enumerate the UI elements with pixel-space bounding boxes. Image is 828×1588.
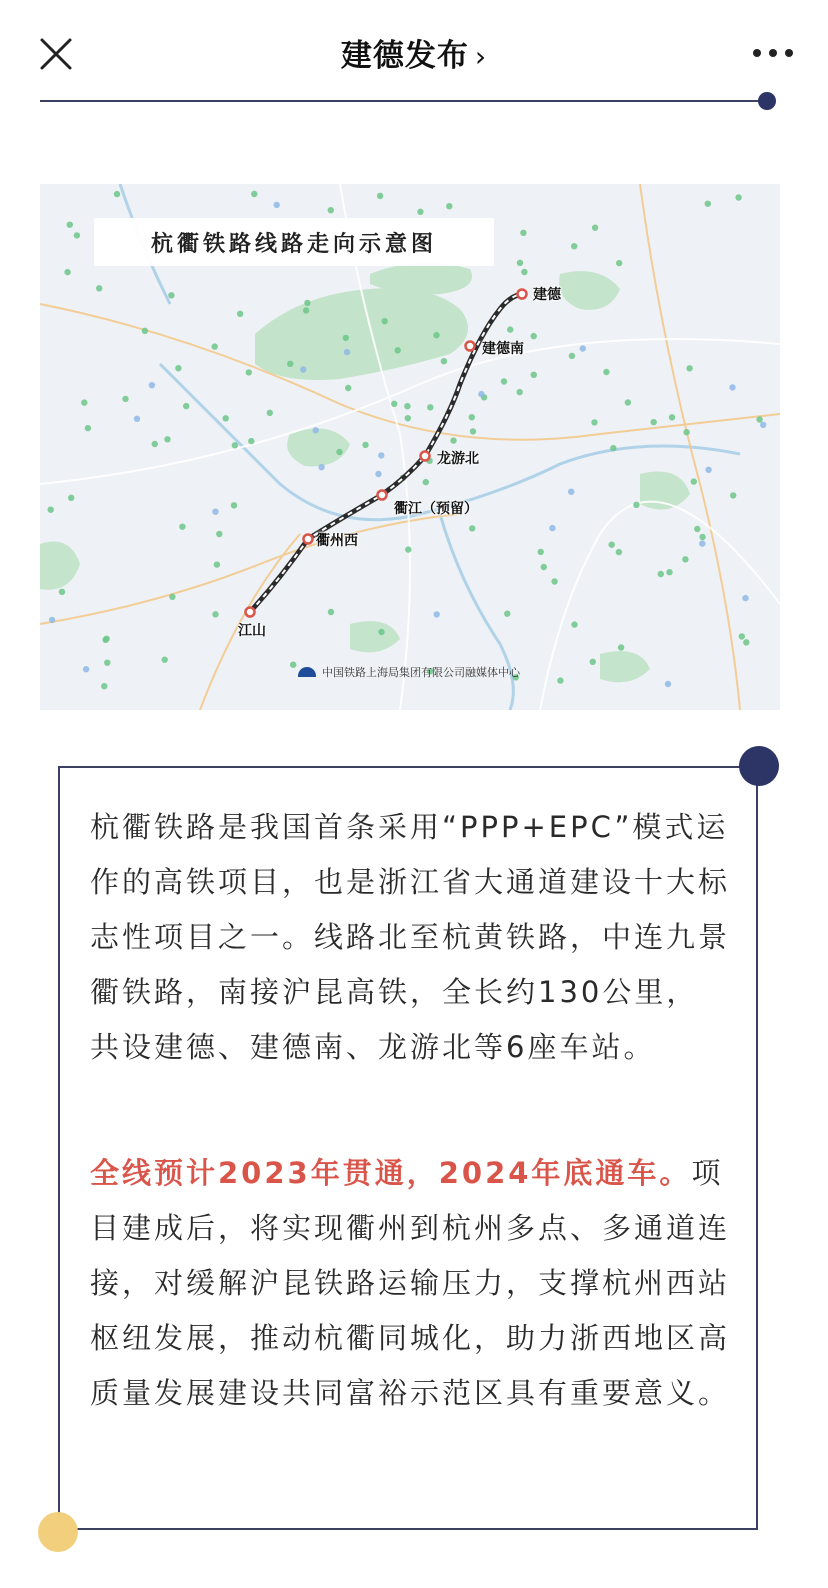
map-poi-marker [739, 633, 745, 639]
map-poi-marker [318, 464, 324, 470]
map-poi-marker [216, 531, 222, 537]
map-poi-marker [149, 382, 155, 388]
map-poi-marker [267, 410, 273, 416]
map-poi-marker [344, 349, 350, 355]
map-poi-marker [756, 416, 762, 422]
more-options-button[interactable] [748, 40, 798, 66]
map-poi-marker [729, 384, 735, 390]
map-poi-marker [183, 403, 189, 409]
map-poi-marker [375, 471, 381, 477]
map-poi-marker [214, 561, 220, 567]
map-poi-marker [377, 193, 383, 199]
map-poi-marker [246, 369, 252, 375]
map-poi-marker [603, 369, 609, 375]
map-poi-marker [231, 502, 237, 508]
map-poi-marker [405, 415, 411, 421]
map-poi-marker [507, 326, 513, 332]
map-poi-marker [114, 191, 120, 197]
map-poi-marker [517, 389, 523, 395]
map-poi-marker [469, 414, 475, 420]
map-poi-marker [223, 415, 229, 421]
station-label-jiangshan: 江山 [238, 623, 266, 639]
map-poi-marker [168, 292, 174, 298]
map-poi-marker [251, 191, 257, 197]
map-poi-marker [59, 589, 65, 595]
map-poi-marker [743, 639, 749, 645]
map-poi-marker [521, 269, 527, 275]
map-poi-marker [304, 300, 310, 306]
map-poi-marker [328, 609, 334, 615]
map-poi-marker [274, 202, 280, 208]
map-poi-marker [610, 445, 616, 451]
map-poi-marker [478, 391, 484, 397]
map-poi-marker [67, 222, 73, 228]
article-paragraph-2 [90, 1146, 730, 1421]
map-poi-marker [686, 365, 692, 371]
map-poi-marker [49, 617, 55, 623]
map-poi-marker [538, 549, 544, 555]
article-paragraph-1: 杭衢铁路是我国首条采用“PPP+EPC”模式运作的高铁项目，也是浙江省大通道建设十大标志性项目之一。线路北至杭黄铁路，中连九景衢铁路，南接沪昆高铁，全长约130公里，共设建德、建德南、龙游北等6座车站。 [90, 810, 731, 1064]
map-poi-marker [633, 502, 639, 508]
map-poi-marker [434, 611, 440, 617]
top-navigation-bar [0, 0, 828, 100]
map-poi-marker [616, 260, 622, 266]
map-poi-marker [122, 396, 128, 402]
map-poi-marker [591, 419, 597, 425]
map-credit-text: 中国铁路上海局集团有限公司融媒体中心 [322, 666, 520, 679]
map-poi-marker [134, 416, 140, 422]
map-poi-marker [64, 269, 70, 275]
map-poi-marker [96, 285, 102, 291]
map-poi-marker [658, 571, 664, 577]
map-poi-marker [705, 467, 711, 473]
map-poi-marker [730, 492, 736, 498]
map-poi-marker [625, 399, 631, 405]
map-poi-marker [102, 637, 108, 643]
map-poi-marker [590, 659, 596, 665]
map-poi-marker [592, 225, 598, 231]
map-poi-marker [699, 540, 705, 546]
map-poi-marker [248, 438, 254, 444]
map-poi-marker [417, 209, 423, 215]
map-poi-marker [580, 345, 586, 351]
map-poi-marker [179, 524, 185, 530]
map-poi-marker [104, 660, 110, 666]
map-credit [298, 664, 520, 680]
map-poi-marker [691, 478, 697, 484]
map-poi-marker [501, 378, 507, 384]
more-horizontal-icon [748, 40, 798, 66]
map-title: 杭衢铁路线路走向示意图 [94, 218, 494, 266]
header-divider [40, 100, 768, 102]
map-poi-marker [551, 578, 557, 584]
map-poi-marker [517, 260, 523, 266]
map-poi-marker [85, 425, 91, 431]
map-poi-marker [470, 428, 476, 434]
map-poi-marker [74, 232, 80, 238]
station-label-jiande: 建德 [533, 287, 561, 303]
map-poi-marker [549, 525, 555, 531]
map-poi-marker [287, 361, 293, 367]
map-poi-marker [531, 372, 537, 378]
map-poi-marker [68, 495, 74, 501]
map-poi-marker [404, 403, 410, 409]
map-poi-marker [504, 611, 510, 617]
map-poi-marker [405, 546, 411, 552]
map-poi-marker [469, 525, 475, 531]
map-poi-marker [169, 594, 175, 600]
map-poi-marker [212, 509, 218, 515]
map-poi-marker [609, 542, 615, 548]
decorative-dot [758, 92, 776, 110]
map-poi-marker [520, 230, 526, 236]
map-poi-marker [669, 414, 675, 420]
article-card [58, 766, 758, 1530]
map-poi-marker [433, 332, 439, 338]
map-poi-marker [101, 683, 107, 689]
map-poi-marker [290, 662, 296, 668]
map-poi-marker [378, 452, 384, 458]
map-poi-marker [212, 343, 218, 349]
map-poi-marker [162, 657, 168, 663]
map-poi-marker [48, 507, 54, 513]
map-poi-marker [742, 595, 748, 601]
map-poi-marker [336, 449, 342, 455]
decorative-dot-gold [38, 1512, 78, 1552]
map-poi-marker [303, 307, 309, 313]
map-poi-marker [557, 677, 563, 683]
map-poi-marker [313, 427, 319, 433]
highlight-text: 全线预计2023年贯通，2024年底通车。 [90, 1156, 692, 1190]
map-poi-marker [569, 353, 575, 359]
map-poi-marker [541, 564, 547, 570]
map-poi-marker [450, 437, 456, 443]
map-poi-marker [571, 243, 577, 249]
map-poi-marker [571, 621, 577, 627]
map-poi-marker [362, 442, 368, 448]
map-poi-marker [343, 335, 349, 341]
chevron-right-icon: › [474, 40, 488, 73]
map-poi-marker [378, 629, 384, 635]
map-poi-marker [81, 399, 87, 405]
map-poi-marker [83, 666, 89, 672]
map-poi-marker [618, 644, 624, 650]
page-title: 建德发布 [340, 38, 469, 74]
map-poi-marker [699, 534, 705, 540]
map-poi-marker [300, 366, 306, 372]
map-poi-marker [616, 549, 622, 555]
station-label-quzhou-west: 衢州西 [316, 533, 358, 549]
route-map-image[interactable] [40, 184, 780, 710]
map-poi-marker [328, 207, 334, 213]
map-poi-marker [446, 203, 452, 209]
map-poi-marker [665, 681, 671, 687]
map-poi-marker [232, 442, 238, 448]
map-poi-marker [345, 385, 351, 391]
map-poi-marker [395, 347, 401, 353]
map-poi-marker [760, 422, 766, 428]
map-poi-marker [735, 194, 741, 200]
map-poi-marker [391, 401, 397, 407]
map-poi-marker [237, 311, 243, 317]
map-poi-marker [651, 419, 657, 425]
map-poi-marker [382, 318, 388, 324]
map-poi-marker [427, 404, 433, 410]
map-poi-marker [152, 441, 158, 447]
map-poi-marker [531, 333, 537, 339]
map-poi-marker [142, 328, 148, 334]
map-poi-marker [694, 526, 700, 532]
railway-logo-icon [298, 667, 316, 677]
account-title-button[interactable] [341, 30, 487, 75]
station-label-longyou-north: 龙游北 [437, 451, 479, 467]
map-poi-marker [568, 489, 574, 495]
decorative-dot-navy [739, 746, 779, 786]
map-poi-marker [175, 365, 181, 371]
station-label-qujiang: 衢江（预留） [394, 501, 478, 517]
station-label-jiande-south: 建德南 [482, 341, 524, 357]
map-poi-marker [683, 429, 689, 435]
map-poi-marker [682, 556, 688, 562]
map-poi-marker [423, 479, 429, 485]
map-poi-marker [212, 611, 218, 617]
map-poi-marker [164, 436, 170, 442]
map-poi-marker [666, 569, 672, 575]
article-paragraph-2-body: 项目建成后，将实现衢州到杭州多点、多通道连接，对缓解沪昆铁路运输压力，支撑杭州西站枢纽发展，推动杭衢同城化，助力浙西地区高质量发展建设共同富裕示范区具有重要意义。 [90, 1156, 731, 1410]
map-poi-marker [441, 358, 447, 364]
map-poi-marker [705, 201, 711, 207]
